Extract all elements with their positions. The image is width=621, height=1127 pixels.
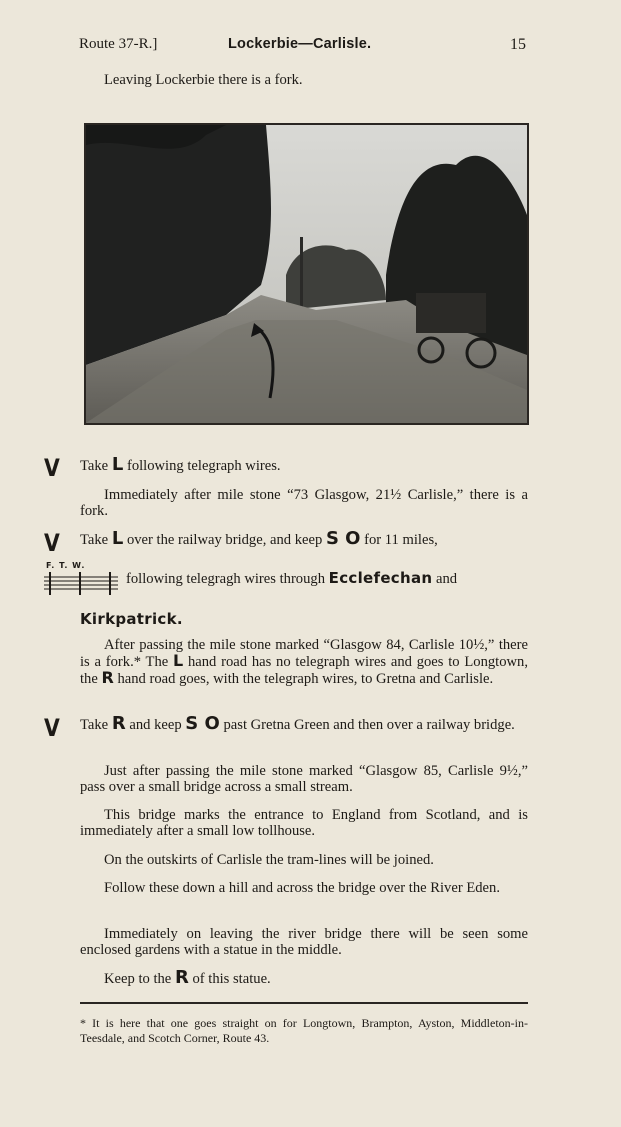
instruction-line <box>80 454 528 475</box>
paragraph-milestone-85: Just after passing the mile stone marked “Glasgow 85, Carlisle 9½,” pass over a small bridge across a small stream. <box>80 763 528 795</box>
instruction-text: past Gretna Green and then over a railway bridge. <box>223 717 515 733</box>
intro-text: Leaving Lockerbie there is a fork. <box>104 72 303 88</box>
instruction-text: following telegragh wires through <box>126 571 325 587</box>
instruction-text: for 11 miles, <box>364 532 438 548</box>
paragraph-milestone-84 <box>80 637 528 687</box>
paragraph-gardens: Immediately on leaving the river bridge there will be seen some enclosed gardens with a statue in the middle. <box>80 926 528 958</box>
left-turn-symbol: L <box>111 528 124 549</box>
telegraph-route-line <box>126 570 528 587</box>
instruction-line <box>80 528 528 549</box>
instruction-text: Take <box>80 458 109 474</box>
right-turn-symbol: R <box>174 967 189 988</box>
paragraph-milestone-73: Immediately after mile stone “73 Glasgow, 21½ Carlisle,” there is a fork. <box>80 487 528 519</box>
footnote: * It is here that one goes straight on for Longtown, Brampton, Ayston, Middleton-in-Teesdale, and Scotch Corner, Route 43. <box>80 1016 528 1045</box>
straight-on-symbol: S O <box>185 713 220 734</box>
place-name: Kirkpatrick. <box>80 610 183 628</box>
instruction-text: of this statue. <box>192 971 271 987</box>
footnote-divider <box>80 1002 528 1004</box>
instruction-text: Take <box>80 532 109 548</box>
instruction-text: over the railway bridge, and keep <box>126 532 323 548</box>
keep-right-instruction <box>104 967 528 988</box>
page-title: Lockerbie—Carlisle. <box>228 36 372 52</box>
right-turn-symbol: R <box>111 713 126 734</box>
turn-marker-v: V <box>44 529 60 557</box>
telegraph-wires-symbol <box>44 561 118 599</box>
road-fork-photograph <box>84 123 529 425</box>
paragraph-text: After passing the mile stone marked “Glasgow 84, Carlisle 10½,” there is a fork.* The <box>80 637 528 670</box>
turn-marker-v: V <box>44 714 60 742</box>
instruction-text: and keep <box>129 717 182 733</box>
page-number: 15 <box>510 36 526 53</box>
instruction-line <box>80 713 528 734</box>
left-turn-symbol: L <box>111 454 124 475</box>
paragraph-text: hand road has no telegraph wires and goes to Longtown, the <box>80 654 528 687</box>
paragraph-border-bridge: This bridge marks the entrance to England from Scotland, and is immediately after a small low tollhouse. <box>80 807 528 839</box>
place-ecclefechan: Ecclefechan <box>328 569 433 587</box>
route-number: Route 37-R.] <box>79 36 158 52</box>
instruction-text: Take <box>80 717 109 733</box>
paragraph-river-eden: Follow these down a hill and across the bridge over the River Eden. <box>104 880 500 896</box>
instruction-text: following telegraph wires. <box>126 458 281 474</box>
paragraph-tram-lines: On the outskirts of Carlisle the tram-lines will be joined. <box>104 852 434 868</box>
paragraph-text: hand road goes, with the telegraph wires, to Gretna and Carlisle. <box>117 671 494 687</box>
instruction-text: Keep to the <box>104 971 172 987</box>
left-turn-symbol: L <box>173 651 184 670</box>
instruction-text: and <box>436 571 458 587</box>
straight-on-symbol: S O <box>325 528 361 549</box>
place-kirkpatrick <box>80 611 528 628</box>
right-turn-symbol: R <box>101 668 114 687</box>
turn-marker-v: V <box>44 454 60 482</box>
ftw-label: F. T. W. <box>46 561 86 570</box>
